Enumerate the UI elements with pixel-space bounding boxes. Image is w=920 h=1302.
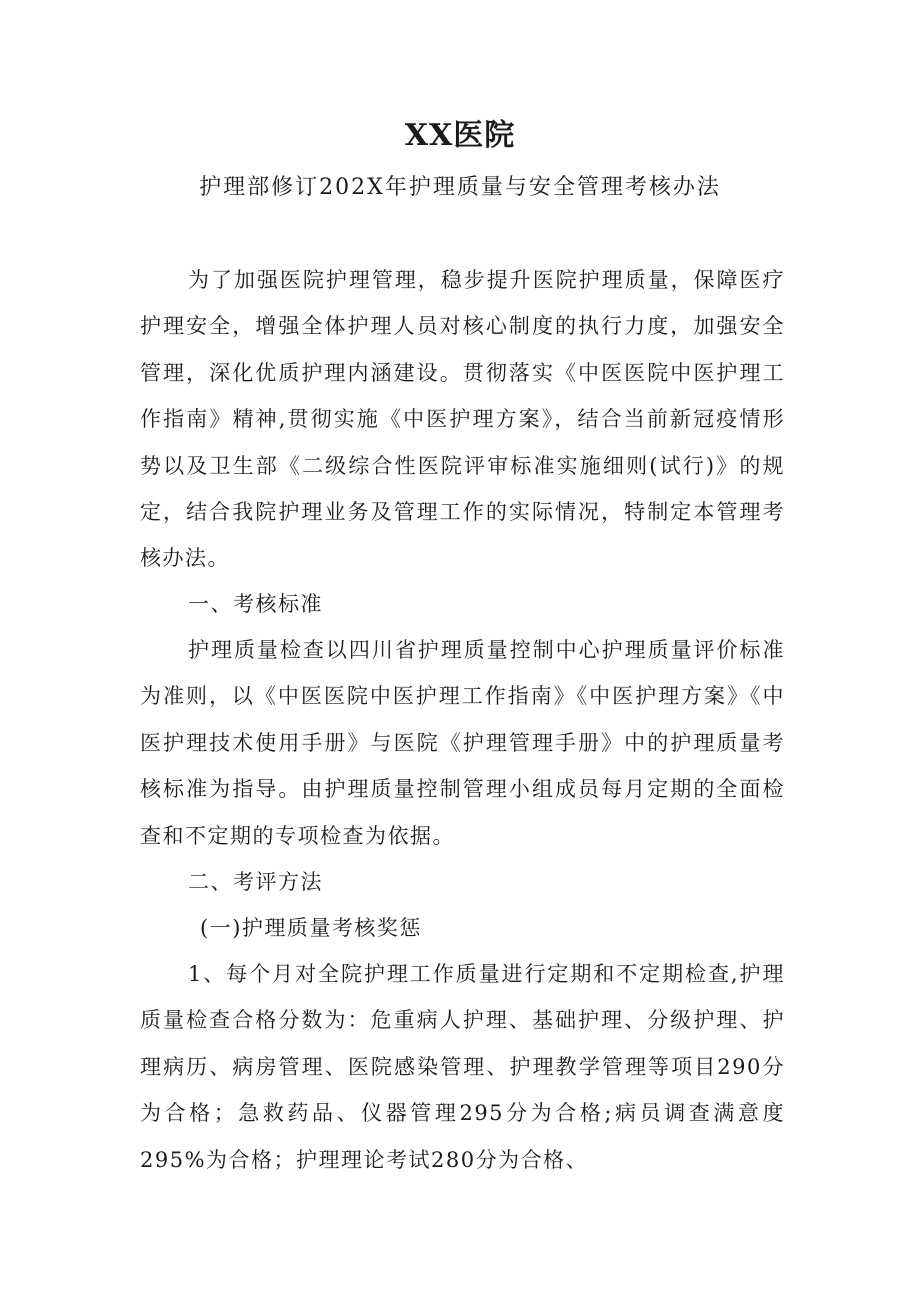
intro-paragraph: 为了加强医院护理管理，稳步提升医院护理质量，保障医疗护理安全，增强全体护理人员对核心制度的执行力度，加强安全管理，深化优质护理内涵建设。贯彻落实《中医医院中医护理工作指南》精神,贯彻实施《中医护理方案》，结合当前新冠疫情形势以及卫生部《二级综合性医院评审标准实施细则(试行)》的规定，结合我院护理业务及管理工作的实际情况，特制定本管理考核办法。 xyxy=(140,268,785,571)
section-2-item-1: 1、每个月对全院护理工作质量进行定期和不定期检查,护理质量检查合格分数为：危重病人护理、基础护理、分级护理、护理病历、病房管理、医院感染管理、护理教学管理等项目290分为合格；急救药品、仪器管理295分为合格;病员调查满意度295%为合格；护理理论考试280分为合格、 xyxy=(140,962,785,1172)
section-1-paragraph: 护理质量检查以四川省护理质量控制中心护理质量评价标准为准则，以《中医医院中医护理工作指南》《中医护理方案》《中医护理技术使用手册》与医院《护理管理手册》中的护理质量考核标准为指导。由护理质量控制管理小组成员每月定期的全面检查和不定期的专项检查为依据。 xyxy=(140,638,785,848)
section-2-subheading: (一)护理质量考核奖惩 xyxy=(200,916,422,940)
section-1-heading: 一、考核标准 xyxy=(188,592,323,616)
document-title: XX医院 xyxy=(404,118,516,153)
section-2-heading: 二、考评方法 xyxy=(188,870,323,894)
document-subtitle: 护理部修订202X年护理质量与安全管理考核办法 xyxy=(199,175,721,200)
